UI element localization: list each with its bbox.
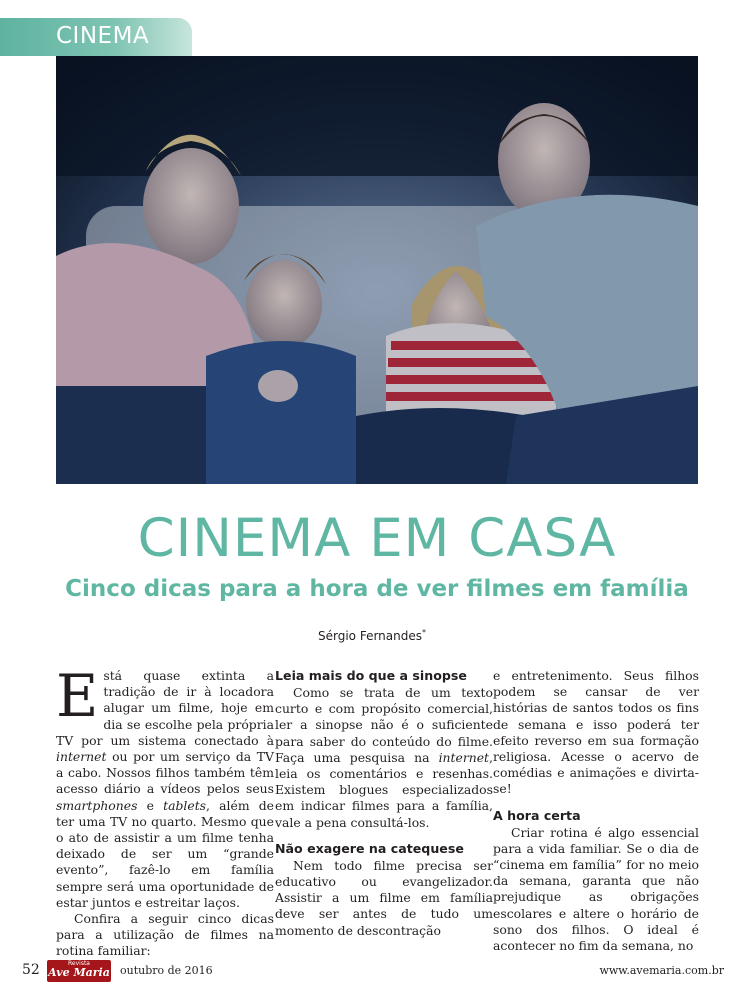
magazine-logo xyxy=(47,960,111,982)
intro-text-b: ou por um serviço da TV a cabo. Nossos filhos também têm acesso diário a vídeos pelos seus xyxy=(56,749,274,797)
family-watching-tv-illustration xyxy=(56,56,698,484)
article-title: CINEMA EM CASA xyxy=(137,508,617,569)
intro-tablets: tablets xyxy=(163,797,207,813)
intro-smartphones: smartphones xyxy=(56,797,138,813)
author-name: Sérgio Fernandes xyxy=(318,629,422,643)
page-footer xyxy=(0,960,754,990)
tip-3-heading: A hora certa xyxy=(493,807,581,823)
intro-paragraph-2: Confira a seguir cinco dicas para a utilização de filmes na rotina familiar: xyxy=(56,911,274,959)
section-label: CINEMA xyxy=(56,23,150,49)
tip-3-text: Criar rotina é algo essencial para a vida familiar. Se o dia de “cinema em família” for no meio da semana, garanta que não prejudique as obrigações escolares e altere o horário de sono dos filhos. O ideal é acontecer no fim da semana, no xyxy=(493,824,699,954)
tip-2-heading: Não exagere na catequese xyxy=(275,840,464,856)
section-tab xyxy=(0,18,192,56)
article-subtitle: Cinco dicas para a hora de ver filmes em família xyxy=(65,576,689,602)
website-url: www.avemaria.com.br xyxy=(599,964,724,977)
logo-name: Ave Maria xyxy=(48,966,110,979)
tip-1-text-b: , leia os comentários e resenhas. Existem blogues especializados em indicar filmes para a família, vale a pena consultá-los. xyxy=(275,749,493,830)
intro-text-c: e xyxy=(137,797,164,813)
column-3 xyxy=(493,668,699,954)
issue-date: outubro de 2016 xyxy=(120,964,213,977)
intro-text-a: stá quase extinta a tradição de ir à locadora alugar um filme, hoje em dia se escolhe pela própria TV por um sistema conectado à xyxy=(56,668,274,748)
byline xyxy=(318,628,426,643)
intro-text-d: , além de ter uma TV no quarto. Mesmo que o ato de assistir a um filme tenha deixado de ser um “grande evento”, fazê-lo em família sempre será uma oportunidade de estar juntos e estreitar laços. xyxy=(56,797,274,910)
column-1 xyxy=(56,662,274,960)
tip-1-text xyxy=(275,685,493,831)
tip-2-text: Nem todo filme precisa ser educativo ou evangelizador. Assistir a um filme em família deve ser antes de tudo um momento de descontração xyxy=(275,857,493,938)
column-2 xyxy=(275,668,493,939)
hero-photo xyxy=(56,56,698,484)
tip-1-internet: internet xyxy=(438,749,490,765)
intro-paragraph xyxy=(56,662,274,911)
intro-internet: internet xyxy=(56,749,107,765)
drop-cap: E xyxy=(56,662,99,730)
page-number: 52 xyxy=(22,962,40,978)
tip-1-text-a: Como se trata de um texto curto e com propósito comercial, ler a sinopse não é o suficiente para saber do conteúdo do filme. Faça uma pesquisa na xyxy=(275,685,493,765)
author-footnote-mark: * xyxy=(422,628,426,637)
tip-2-continued: e entretenimento. Seus filhos podem se cansar de ver histórias de santos todos os fins de semana e isso poderá ter efeito reverso em sua formação religiosa. Acesse o acervo de comédias e animações e divirta-se! xyxy=(493,668,699,797)
tip-1-heading: Leia mais do que a sinopse xyxy=(275,668,467,683)
logo-small-text: Revista xyxy=(68,960,90,967)
